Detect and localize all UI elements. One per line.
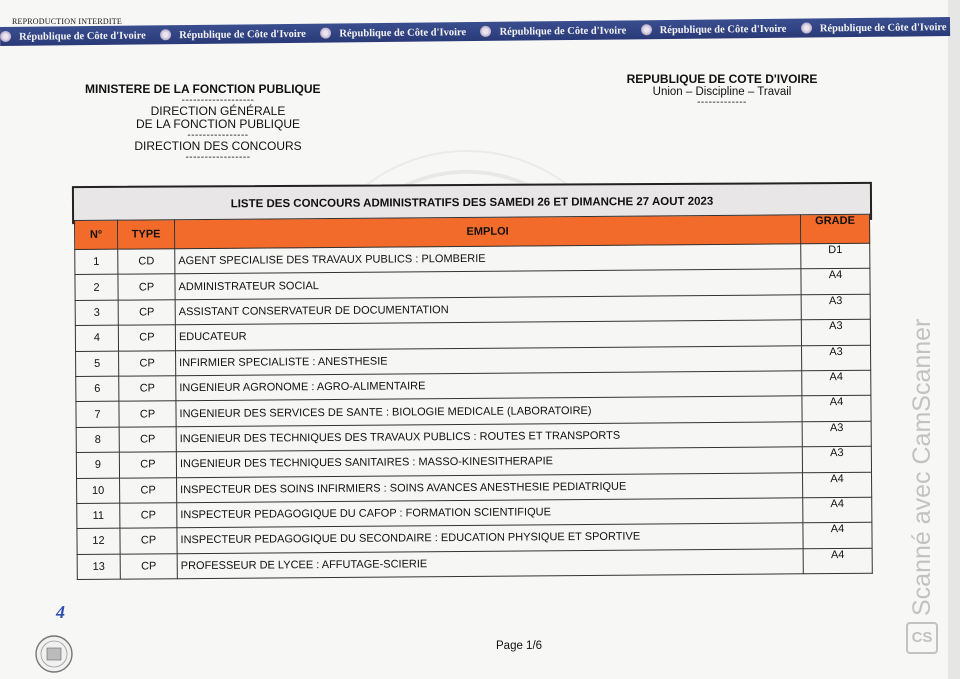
divider: ------------------- xyxy=(181,95,255,106)
cell-type: CP xyxy=(118,274,175,300)
emblem-dot-icon xyxy=(801,22,812,33)
scanner-text: Scanné avec CamScanner xyxy=(908,318,936,616)
band-item: République de Côte d'Ivoire xyxy=(0,26,146,46)
cell-num: 4 xyxy=(75,325,118,351)
cell-type: CD xyxy=(118,249,175,275)
cell-num: 6 xyxy=(76,376,119,402)
seal-icon xyxy=(34,634,74,674)
header-type: TYPE xyxy=(118,220,175,249)
list-title: LISTE DES CONCOURS ADMINISTRATIFS DES SAMEDI 26 ET DIMANCHE 27 AOUT 2023 xyxy=(72,182,872,224)
band-item: République de Côte d'Ivoire xyxy=(801,18,947,39)
cell-grade: A4 xyxy=(802,396,871,422)
cell-type: CP xyxy=(119,401,176,427)
band-item: République de Côte d'Ivoire xyxy=(320,23,466,44)
cell-emploi: INSPECTEUR PEDAGOGIQUE DU CAFOP : FORMATION SCIENTIFIQUE xyxy=(177,498,803,528)
security-band xyxy=(0,17,950,46)
ministry-seal xyxy=(34,634,74,674)
cell-emploi: INGENIEUR DES SERVICES DE SANTE : BIOLOGIE MEDICALE (LABORATOIRE) xyxy=(176,396,802,426)
republic-header xyxy=(612,72,832,107)
cell-type: CP xyxy=(120,553,177,579)
cell-emploi: ASSISTANT CONSERVATEUR DE DOCUMENTATION xyxy=(175,295,801,325)
emblem-dot-icon xyxy=(320,28,331,39)
header-grade: GRADE xyxy=(800,214,869,244)
cell-type: CP xyxy=(118,299,175,325)
cell-grade: A4 xyxy=(803,548,872,574)
header-num: N° xyxy=(75,220,118,249)
national-motto: Union – Discipline – Travail xyxy=(652,86,792,98)
cell-num: 1 xyxy=(75,249,118,275)
cell-emploi: INSPECTEUR PEDAGOGIQUE DU SECONDAIRE : EDUCATION PHYSIQUE ET SPORTIVE xyxy=(177,523,803,553)
ministry-header xyxy=(58,82,378,162)
cell-num: 10 xyxy=(77,478,120,504)
page-number: Page 1/6 xyxy=(496,640,543,652)
cell-num: 11 xyxy=(77,503,120,529)
cell-grade: A4 xyxy=(803,472,872,498)
cell-grade: A3 xyxy=(801,319,870,345)
cell-type: CP xyxy=(119,452,176,478)
cell-num: 3 xyxy=(75,300,118,326)
reproduction-notice: REPRODUCTION INTERDITE xyxy=(12,17,122,26)
cell-emploi: ADMINISTRATEUR SOCIAL xyxy=(175,269,801,299)
emblem-dot-icon xyxy=(160,29,171,40)
cell-emploi: PROFESSEUR DE LYCEE : AFFUTAGE-SCIERIE xyxy=(177,548,803,578)
contests-table xyxy=(74,214,873,580)
camscanner-logo-icon: CS xyxy=(906,622,938,654)
emblem-dot-icon xyxy=(641,24,652,35)
scanner-watermark xyxy=(904,318,944,650)
cell-type: CP xyxy=(119,426,176,452)
cell-emploi: EDUCATEUR xyxy=(175,320,801,350)
cell-type: CP xyxy=(120,477,177,503)
cell-emploi: INGENIEUR DES TECHNIQUES DES TRAVAUX PUBLICS : ROUTES ET TRANSPORTS xyxy=(176,422,802,452)
cell-num: 9 xyxy=(76,452,119,478)
cell-num: 7 xyxy=(76,401,119,427)
cell-num: 2 xyxy=(75,275,118,301)
cell-grade: A3 xyxy=(802,345,871,371)
cell-type: CP xyxy=(120,503,177,529)
cell-emploi: INSPECTEUR DES SOINS INFIRMIERS : SOINS AVANCES ANESTHESIE PEDIATRIQUE xyxy=(177,472,803,502)
cell-grade: A4 xyxy=(801,269,870,295)
cell-num: 13 xyxy=(77,554,120,580)
cell-grade: A4 xyxy=(803,497,872,523)
cell-grade: A3 xyxy=(801,294,870,320)
cell-grade: D1 xyxy=(801,243,870,269)
direction-generale-line1: DIRECTION GÉNÉRALE xyxy=(150,104,286,118)
handwritten-mark: 4 xyxy=(56,602,65,622)
band-item: République de Côte d'Ivoire xyxy=(480,21,626,42)
cell-grade: A3 xyxy=(802,446,871,472)
divider: ----------------- xyxy=(185,152,251,163)
cell-num: 8 xyxy=(76,427,119,453)
cell-emploi: INGENIEUR AGRONOME : AGRO-ALIMENTAIRE xyxy=(176,371,802,401)
cell-grade: A3 xyxy=(802,421,871,447)
cell-grade: A4 xyxy=(802,370,871,396)
direction-concours: DIRECTION DES CONCOURS xyxy=(134,139,302,153)
band-item: République de Côte d'Ivoire xyxy=(160,25,306,46)
ministry-name: MINISTERE DE LA FONCTION PUBLIQUE xyxy=(85,82,321,96)
table-row xyxy=(77,548,872,580)
republic-name: REPUBLIQUE DE COTE D'IVOIRE xyxy=(626,72,818,86)
cell-type: CP xyxy=(120,528,177,554)
cell-emploi: INGENIEUR DES TECHNIQUES SANITAIRES : MASSO-KINESITHERAPIE xyxy=(176,447,802,477)
divider: ---------------- xyxy=(187,130,249,141)
cell-num: 12 xyxy=(77,528,120,554)
divider: ------------- xyxy=(697,97,747,108)
header-emploi: EMPLOI xyxy=(175,215,801,249)
cell-emploi: INFIRMIER SPECIALISTE : ANESTHESIE xyxy=(176,345,802,375)
cell-grade: A4 xyxy=(803,523,872,549)
direction-generale-line2: DE LA FONCTION PUBLIQUE xyxy=(135,117,301,131)
band-item: République de Côte d'Ivoire xyxy=(641,20,787,41)
cell-type: CP xyxy=(119,350,176,376)
emblem-dot-icon xyxy=(0,31,11,42)
cell-emploi: AGENT SPECIALISE DES TRAVAUX PUBLICS : PLOMBERIE xyxy=(175,244,801,274)
cell-type: CP xyxy=(118,325,175,351)
cell-type: CP xyxy=(119,376,176,402)
cell-num: 5 xyxy=(76,351,119,377)
emblem-dot-icon xyxy=(480,26,491,37)
